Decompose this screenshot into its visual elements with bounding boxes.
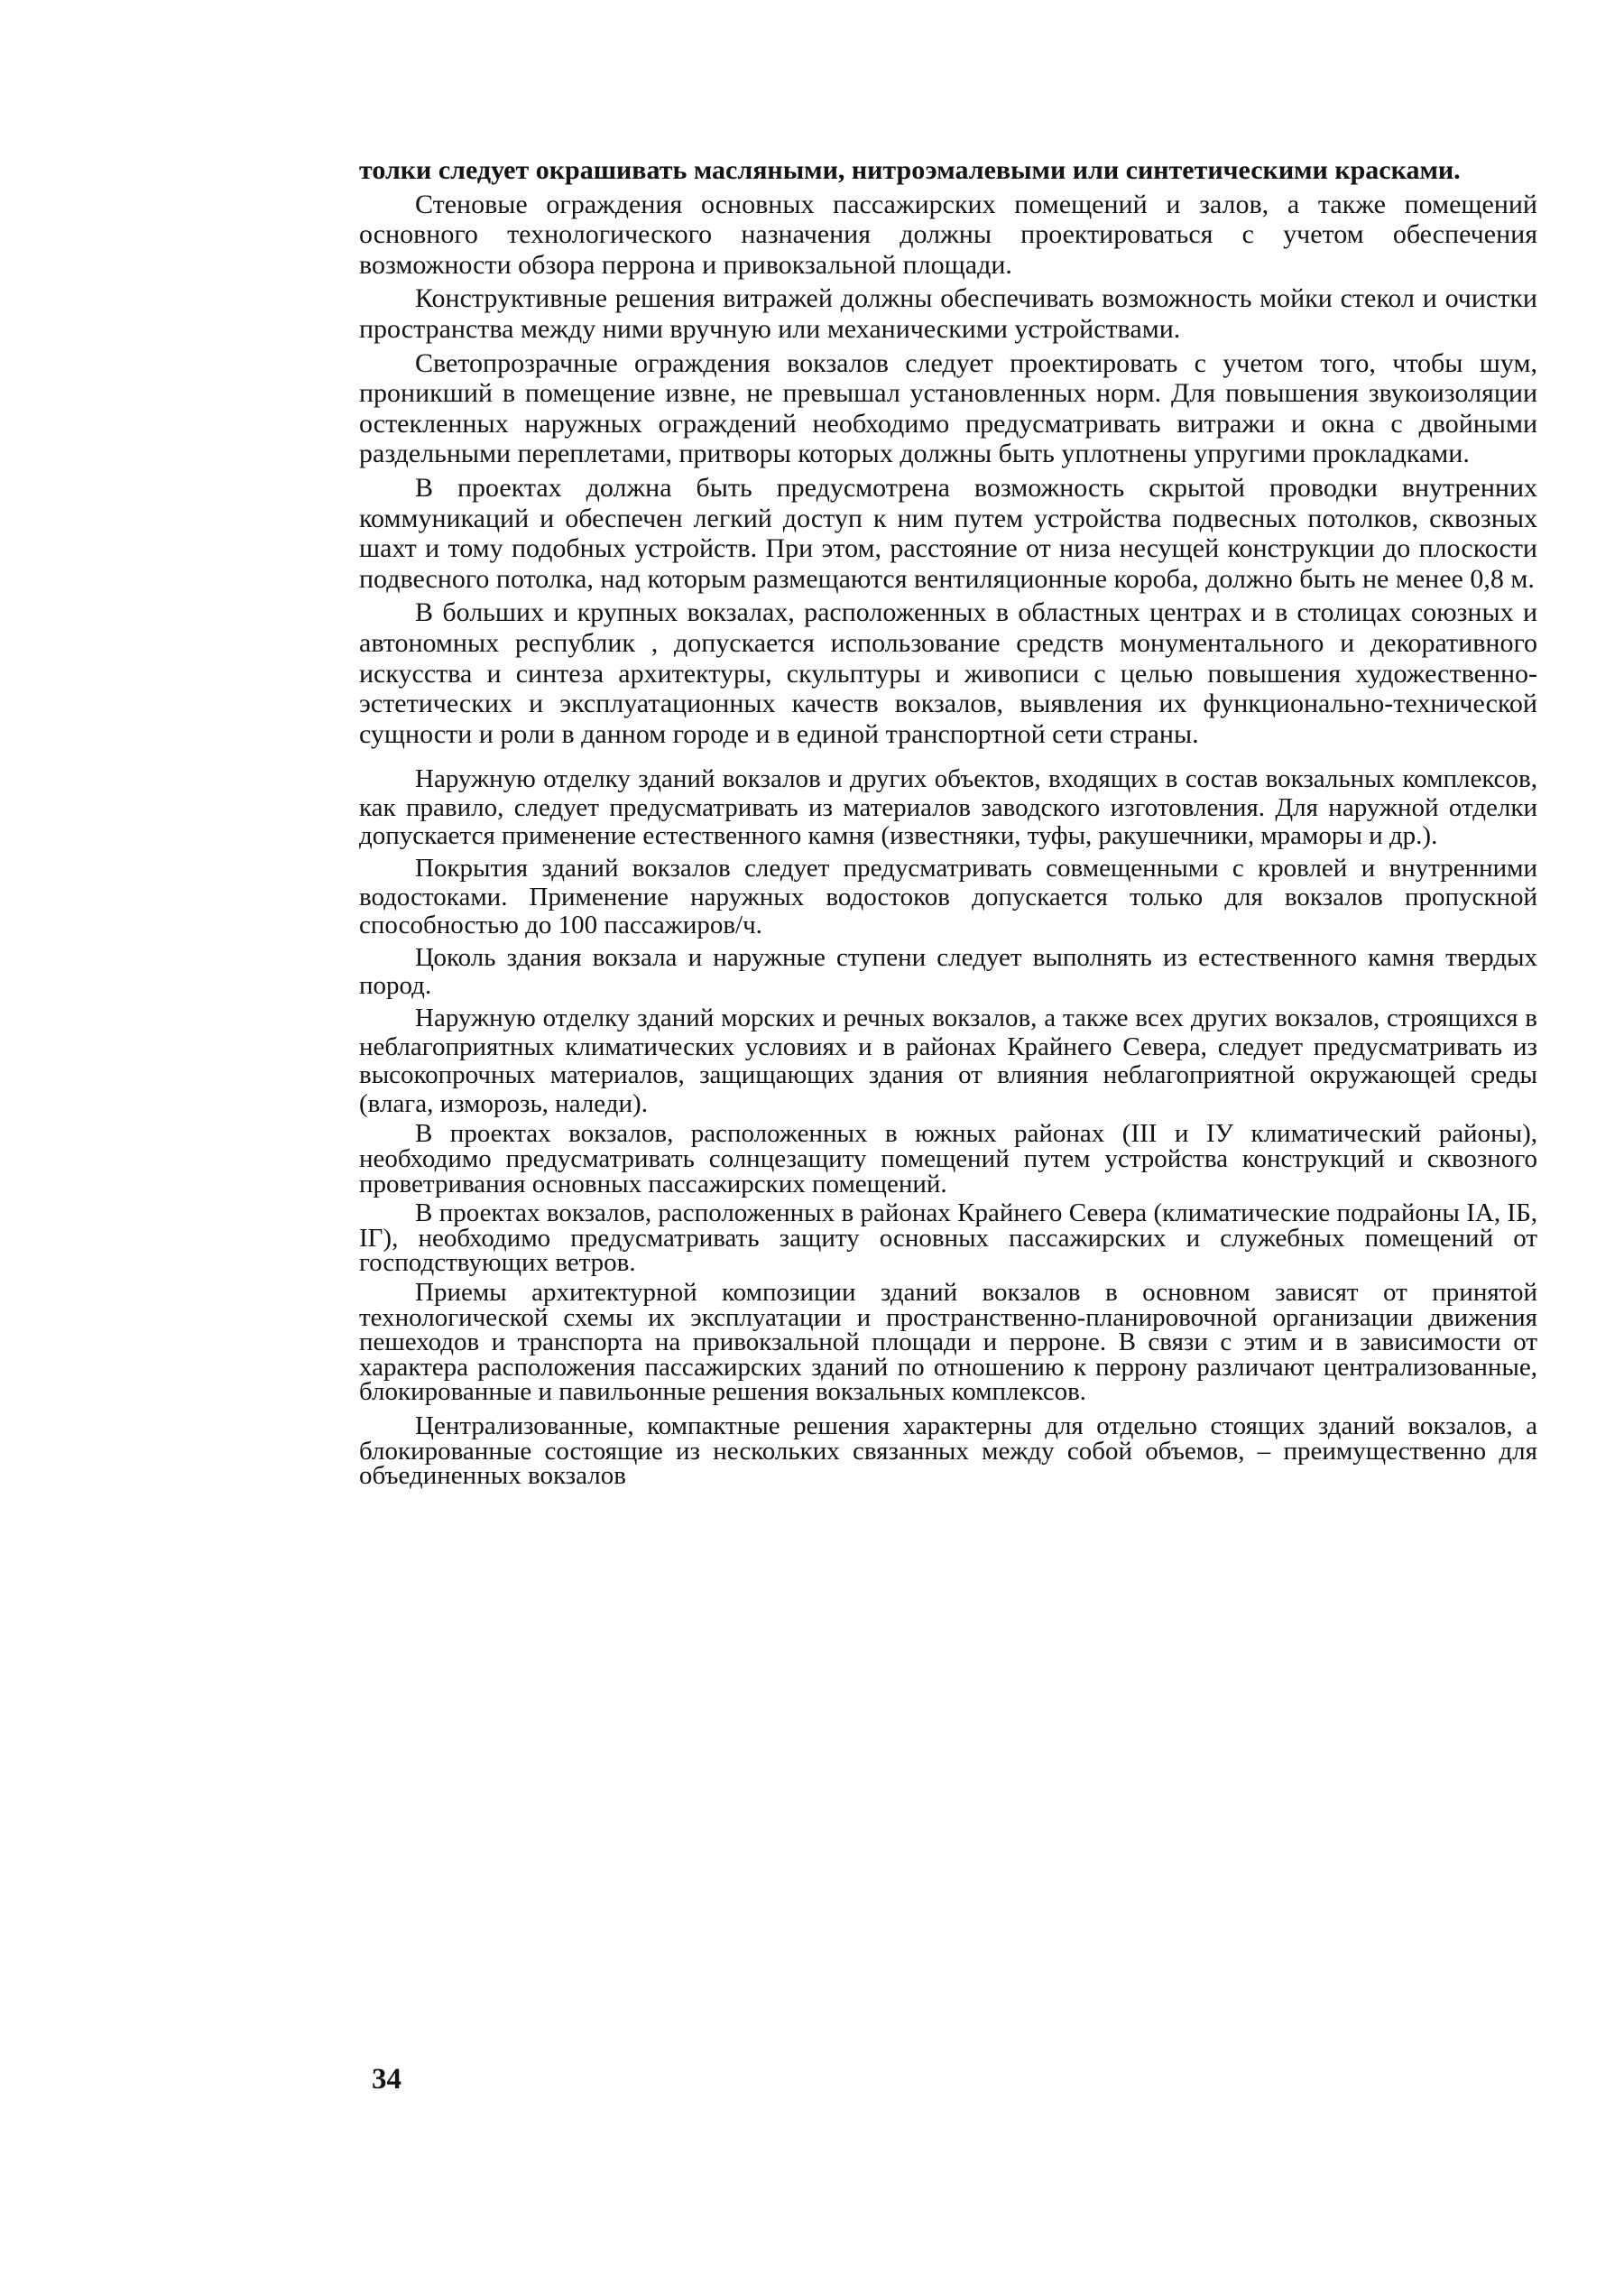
paragraph-7: Наружную отделку зданий вокзалов и других объектов, входящих в состав вокзальных комплексов, как правило, следует предусматривать из материалов заводского изготовления. Для наружной отделки допускается применение естественного камня (известняки, туфы, ракушечники, мраморы и др.). <box>359 764 1537 851</box>
paragraph-6: В больших и крупных вокзалах, расположенных в областных центрах и в столицах союзных и автономных республик , допускается использование средств монументального и декоративного искусства и синтеза архитектуры, скульптуры и живописи с целью повышения художественно-эстетических и эксплуатационных качеств вокзалов, выявления их функционально-технической сущности и роли в данном городе и в единой транспортной сети страны. <box>359 597 1537 749</box>
paragraph-3: Конструктивные решения витражей должны обеспечивать возможность мойки стекол и очистки пространства между ними вручную или механическими устройствами. <box>359 283 1537 344</box>
paragraph-4: Светопрозрачные ограждения вокзалов следует проектировать с учетом того, чтобы шум, проникший в помещение извне, не превышал установленных норм. Для повышения звукоизоляции остекленных наружных ограждений необходимо предусматривать витражи и окна с двойными раздельными переплетами, притворы которых должны быть уплотнены упругими прокладками. <box>359 347 1537 469</box>
page-number: 34 <box>372 2063 401 2096</box>
body-text <box>359 155 1537 1494</box>
paragraph-8: Покрытия зданий вокзалов следует предусматривать совмещенными с кровлей и внутренними водостоками. Применение наружных водостоков допускается только для вокзалов пропускной способностью до 100 пассажиров/ч. <box>359 854 1537 940</box>
paragraph-9: Цоколь здания вокзала и наружные ступени следует выполнять из естественного камня твердых пород. <box>359 942 1537 1001</box>
paragraph-14: Централизованные, компактные решения характерны для отдельно стоящих зданий вокзалов, а блокированные состоящие из нескольких связанных между собой объемов, – преимущественно для объединенных вокзалов <box>359 1411 1537 1491</box>
paragraph-12: В проектах вокзалов, расположенных в районах Крайнего Севера (климатические подрайоны IА, IБ, IГ), необходимо предусматривать защиту основных пассажирских и служебных помещений от господствующих ветров. <box>359 1198 1537 1278</box>
paragraph-1: толки следует окрашивать масляными, нитроэмалевыми или синтетическими красками. <box>359 155 1461 185</box>
paragraph-11: В проектах вокзалов, расположенных в южных районах (III и IУ климатический районы), необходимо предусматривать солнцезащиту помещений путем устройства конструкций и сквозного проветривания основных пассажирских помещений. <box>359 1119 1537 1198</box>
paragraph-10: Наружную отделку зданий морских и речных вокзалов, а также всех других вокзалов, строящихся в неблагоприятных климатических условиях и в районах Крайнего Севера, следует предусматривать из высокопрочных материалов, защищающих здания от влияния неблагоприятной окружающей среды (влага, изморозь, наледи). <box>359 1004 1537 1118</box>
paragraph-13: Приемы архитектурной композиции зданий вокзалов в основном зависят от принятой технологической схемы их эксплуатации и пространственно-планировочной организации движения пешеходов и транспорта на привокзальной площади и перроне. В связи с этим и в зависимости от характера расположения пассажирских зданий по отношению к перрону различают централизованные, блокированные и павильонные решения вокзальных комплексов. <box>359 1277 1537 1407</box>
paragraph-2: Стеновые ограждения основных пассажирских помещений и залов, а также помещений основного технологического назначения должны проектироваться с учетом обеспечения возможности обзора перрона и привокзальной площади. <box>359 189 1537 280</box>
paragraph-5: В проектах должна быть предусмотрена возможность скрытой проводки внутренних коммуникаций и обеспечен легкий доступ к ним путем устройства подвесных потолков, сквозных шахт и тому подобных устройств. При этом, расстояние от низа несущей конструкции до плоскости подвесного потолка, над которым размещаются вентиляционные короба, должно быть не менее 0,8 м. <box>359 472 1537 594</box>
